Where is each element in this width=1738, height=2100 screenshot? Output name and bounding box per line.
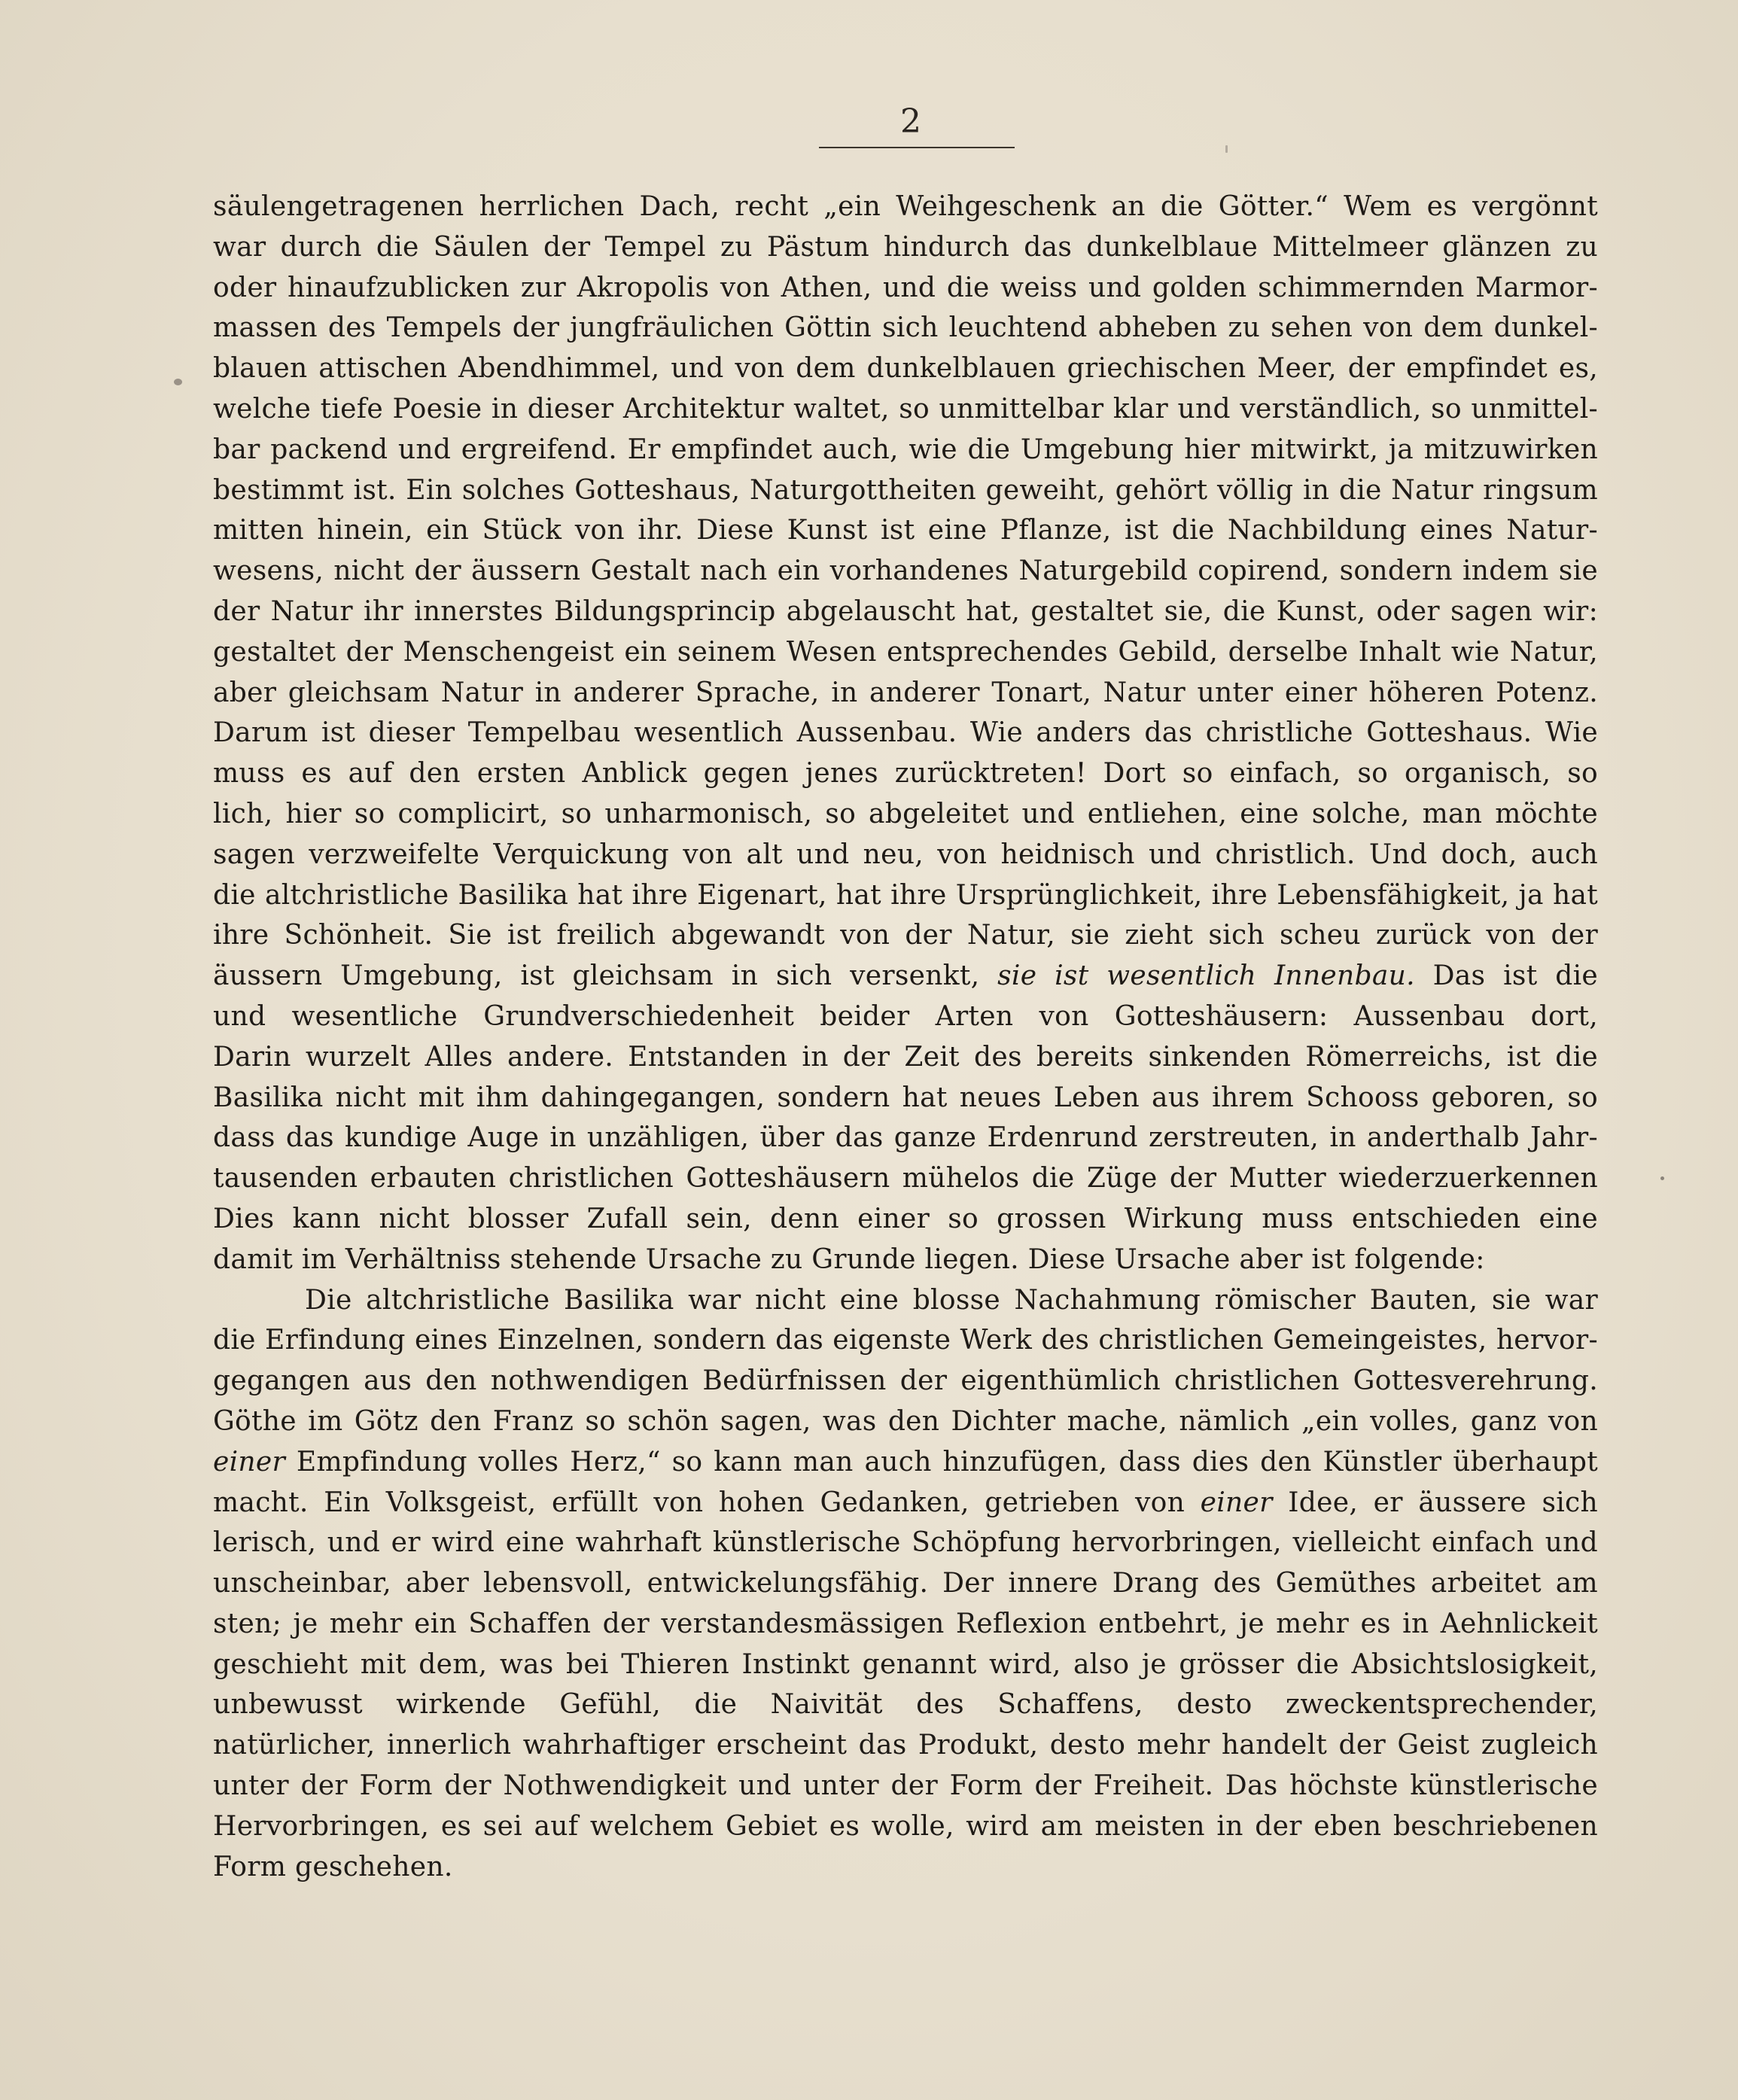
text-line [213, 227, 1598, 268]
body-text [213, 187, 1598, 1887]
text-line [213, 1118, 1598, 1158]
text-span: Göthe im Götz den Franz so schön sagen, was den Dichter mache, nämlich „ein volles, ganz von [213, 1405, 1598, 1437]
text-line [213, 1523, 1598, 1563]
text-line [213, 348, 1598, 389]
text-span: die altchristliche Basilika hat ihre Eigenart, hat ihre Ursprünglichkeit, ihre Lebensfähigkeit, ja hat [213, 879, 1598, 911]
text-line [213, 1725, 1598, 1766]
text-span: und wesentliche Grundverschiedenheit beider Arten von Gotteshäusern: Aussenbau dort, [213, 1000, 1598, 1032]
text-line [213, 1037, 1598, 1078]
text-line [213, 510, 1598, 551]
text-line [213, 1685, 1598, 1725]
text-line [213, 1442, 1598, 1483]
text-span: lerisch, und er wird eine wahrhaft künstlerische Schöpfung hervorbringen, vielleicht einfach und [213, 1527, 1598, 1559]
text-line [213, 1158, 1598, 1199]
text-span: dass das kundige Auge in unzähligen, über das ganze Erdenrund zerstreuten, in anderthalb Jahr- [213, 1122, 1598, 1154]
text-span: Das ist die [1432, 960, 1598, 992]
text-span: sten; je mehr ein Schaffen der verstandesmässigen Reflexion entbehrt, je mehr es in Aehnlickeit [213, 1608, 1598, 1639]
text-line [213, 997, 1598, 1037]
text-span: Darum ist dieser Tempelbau wesentlich Aussenbau. Wie anders das christliche Gotteshaus. Wie [213, 717, 1598, 749]
text-span: massen des Tempels der jungfräulichen Göttin sich leuchtend abheben zu sehen von dem dunkel- [213, 312, 1598, 344]
text-line [213, 430, 1598, 470]
header-rule [819, 147, 1015, 148]
text-line [213, 956, 1598, 997]
text-line [213, 268, 1598, 309]
text-span: tausenden erbauten christlichen Gotteshäusern mühelos die Züge der Mutter wiederzuerkennen [213, 1163, 1598, 1195]
text-span: die Erfindung eines Einzelnen, sondern das eigenste Werk des christlichen Gemeingeistes, hervor- [213, 1325, 1598, 1356]
margin-speck [174, 379, 182, 385]
text-line [213, 713, 1598, 753]
text-span: Form geschehen. [213, 1851, 453, 1882]
text-span: sagen verzweifelte Verquickung von alt und neu, von heidnisch und christlich. Und doch, auch [213, 838, 1598, 870]
text-span: gegangen aus den nothwendigen Bedürfnissen der eigenthümlich christlichen Gottesverehrung. [213, 1365, 1598, 1397]
text-line [213, 632, 1598, 673]
text-line [213, 1483, 1598, 1523]
text-span: muss es auf den ersten Anblick gegen jenes zurücktreten! Dort so einfach, so organisch, so [213, 758, 1598, 790]
text-line [213, 1563, 1598, 1604]
text-line [213, 592, 1598, 632]
page-number: 2 [900, 102, 921, 141]
text-line [213, 875, 1598, 916]
text-span: Basilika nicht mit ihm dahingegangen, sondern hat neues Leben aus ihrem Schooss geboren, so [213, 1082, 1598, 1113]
text-span: Idee, er äussere sich [1288, 1487, 1598, 1518]
text-span: mitten hinein, ein Stück von ihr. Diese Kunst ist eine Pflanze, ist die Nachbildung eines Natur- [213, 515, 1598, 546]
text-span: Darin wurzelt Alles andere. Entstanden in der Zeit des bereits sinkenden Römerreichs, ist die [213, 1041, 1598, 1073]
text-span: macht. Ein Volksgeist, erfüllt von hohen Gedanken, getrieben von [213, 1487, 1201, 1518]
text-line [213, 308, 1598, 348]
text-span: Empfindung volles Herz,“ so kann man auch hinzufügen, dass dies den Künstler überhaupt [285, 1446, 1598, 1478]
text-line [213, 1604, 1598, 1645]
text-line [213, 187, 1598, 227]
text-span: wesens, nicht der äussern Gestalt nach ein vorhandenes Naturgebild copirend, sondern indem sie [213, 555, 1598, 587]
text-span: säulengetragenen herrlichen Dach, recht „ein Weihgeschenk an die Götter.“ Wem es vergönnt [213, 191, 1598, 222]
text-line [213, 673, 1598, 714]
text-span: Dies kann nicht blosser Zufall sein, denn einer so grossen Wirkung muss entschieden eine [213, 1203, 1598, 1234]
text-line [213, 1766, 1598, 1806]
text-span: oder hinaufzublicken zur Akropolis von Athen, und die weiss und golden schimmernden Marmor- [213, 272, 1598, 303]
text-line [213, 1402, 1598, 1442]
text-span: Die altchristliche Basilika war nicht eine blosse Nachahmung römischer Bauten, sie war [305, 1284, 1598, 1316]
text-span: unbewusst wirkende Gefühl, die Naivität des Schaffens, desto zweckentsprechender, [213, 1689, 1598, 1721]
text-span: Hervorbringen, es sei auf welchem Gebiet es wolle, wird am meisten in der eben beschriebenen [213, 1810, 1598, 1842]
text-line [213, 551, 1598, 592]
text-span: natürlicher, innerlich wahrhaftiger erscheint das Produkt, desto mehr handelt der Geist zugleich [213, 1730, 1598, 1761]
text-span: war durch die Säulen der Tempel zu Pästum hindurch das dunkelblaue Mittelmeer glänzen zu [213, 231, 1598, 263]
text-line [213, 794, 1598, 835]
text-line [213, 1199, 1598, 1240]
text-line [213, 1320, 1598, 1361]
text-line [213, 1361, 1598, 1402]
text-line [213, 470, 1598, 511]
italic-text: einer [213, 1446, 286, 1478]
text-span: bestimmt ist. Ein solches Gotteshaus, Naturgottheiten geweiht, gehört völlig in die Natur ringsum [213, 474, 1598, 506]
text-span: geschieht mit dem, was bei Thieren Instinkt genannt wird, also je grösser die Absichtslosigkeit, [213, 1648, 1598, 1680]
text-span: äussern Umgebung, ist gleichsam in sich versenkt, [213, 960, 998, 992]
text-span: welche tiefe Poesie in dieser Architektur waltet, so unmittelbar klar und verständlich, so unmittel- [213, 393, 1598, 425]
text-line [213, 915, 1598, 956]
italic-text: einer [1200, 1487, 1273, 1518]
text-line [213, 1078, 1598, 1118]
text-line [213, 389, 1598, 430]
text-span: der Natur ihr innerstes Bildungsprincip abgelauscht hat, gestaltet sie, die Kunst, oder sagen wir: [213, 595, 1598, 627]
text-span: gestaltet der Menschengeist ein seinem Wesen entsprechendes Gebild, derselbe Inhalt wie Natur, [213, 636, 1598, 668]
text-line [213, 1806, 1598, 1847]
text-line [213, 1847, 1598, 1888]
text-span: lich, hier so complicirt, so unharmonisch, so abgeleitet und entliehen, eine solche, man möchte [213, 798, 1598, 829]
italic-text: sie ist wesentlich Innenbau. [997, 960, 1415, 992]
margin-speck [1660, 1176, 1664, 1180]
text-span: unscheinbar, aber lebensvoll, entwickelungsfähig. Der innere Drang des Gemüthes arbeitet am [213, 1568, 1598, 1599]
margin-speck [1225, 145, 1228, 153]
text-line [213, 1240, 1598, 1280]
text-span: unter der Form der Nothwendigkeit und unter der Form der Freiheit. Das höchste künstlerische [213, 1770, 1598, 1802]
text-span: blauen attischen Abendhimmel, und von dem dunkelblauen griechischen Meer, der empfindet es, [213, 353, 1598, 385]
text-span: ihre Schönheit. Sie ist freilich abgewandt von der Natur, sie zieht sich scheu zurück von der [213, 920, 1598, 951]
text-span: damit im Verhältniss stehende Ursache zu Grunde liegen. Diese Ursache aber ist folgende: [213, 1243, 1485, 1275]
text-line [213, 835, 1598, 875]
text-line [213, 753, 1598, 794]
text-span: bar packend und ergreifend. Er empfindet auch, wie die Umgebung hier mitwirkt, ja mitzuwirken [213, 434, 1598, 465]
text-line [213, 1280, 1598, 1321]
text-span: aber gleichsam Natur in anderer Sprache, in anderer Tonart, Natur unter einer höheren Potenz. [213, 677, 1598, 708]
text-line [213, 1645, 1598, 1685]
